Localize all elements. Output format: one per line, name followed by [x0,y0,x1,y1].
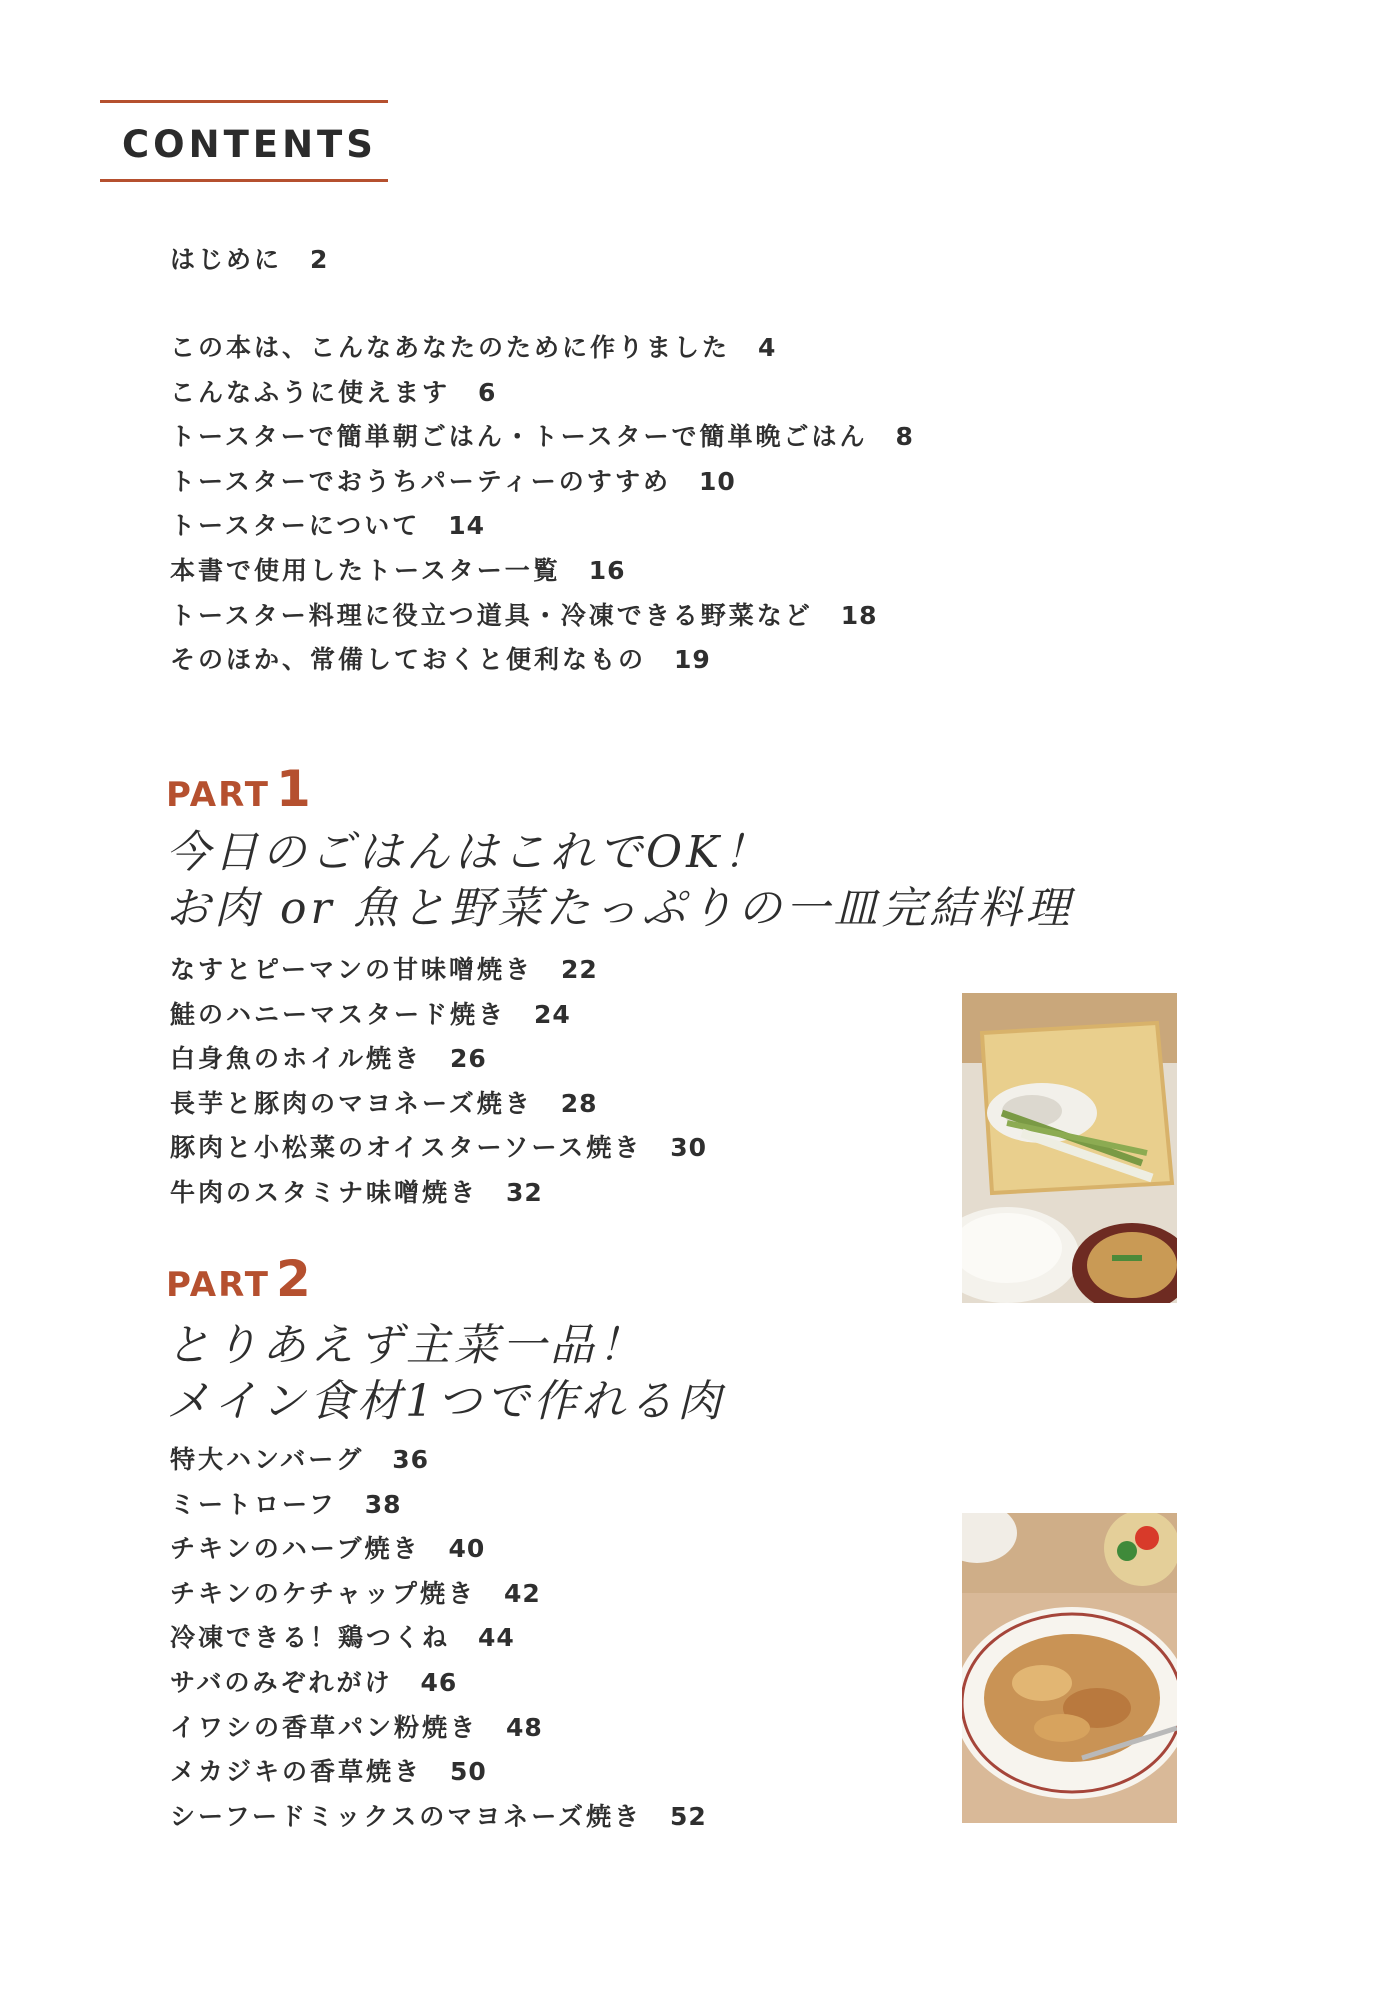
toc-front-item-2 [170,371,914,416]
toc-entry-title: 豚肉と小松菜のオイスターソース焼き [170,1133,643,1163]
toc-part-1-item-4 [170,1082,707,1127]
toc-entry-page: 38 [364,1489,402,1519]
toc-entry-page: 28 [560,1088,598,1118]
toc-entry-page: 19 [674,645,711,675]
toc-entry-title: トースターについて [170,511,421,541]
toc-entry-title: イワシの香草パン粉焼き [170,1712,479,1742]
part-1-subtitle-line-1: 今日のごはんはこれでOK！ [166,827,771,878]
toc-front-item-8 [170,638,914,683]
toc-entry-page: 2 [310,245,329,274]
toc-entry-title: トースターでおうちパーティーのすすめ [170,466,672,496]
toc-entry-title: サバのみぞれがけ [170,1667,393,1697]
toc-entry-page: 40 [448,1534,486,1564]
toc-intro-item-1 [170,238,328,283]
toc-entry-page: 50 [450,1757,487,1787]
toc-entry-title: 白身魚のホイル焼き [170,1044,423,1074]
toc-entry-page: 26 [450,1044,487,1074]
toc-part-2-item-7 [170,1706,707,1751]
toc-front-item-3 [170,415,914,460]
chicken-dish-photo [962,1513,1177,1823]
toc-entry-page: 8 [895,422,914,452]
part-2-subtitle [166,1318,725,1430]
part-2-subtitle-line-1: とりあえず主菜一品！ [166,1320,646,1371]
toc-entry-page: 18 [840,600,878,630]
toc-entry-page: 24 [534,999,571,1029]
part-2-subtitle-line-2: メイン食材1つで作れる肉 [166,1376,726,1427]
toc-entry-title: チキンのケチャップ焼き [170,1578,477,1608]
toc-entry-title: メカジキの香草焼き [170,1757,423,1787]
toc-entry-title: シーフードミックスのマヨネーズ焼き [170,1801,643,1831]
toc-entry-page: 6 [478,377,497,407]
toc-entry-page: 52 [670,1801,707,1831]
toc-entry-title: 長芋と豚肉のマヨネーズ焼き [170,1088,533,1118]
contents-heading-box [100,100,388,182]
part-2-label [166,1250,311,1308]
toc-part-1-item-5 [170,1126,707,1171]
toc-entry-title: 牛肉のスタミナ味噌焼き [170,1177,479,1207]
toc-entry-title: トースター料理に役立つ道具・冷凍できる野菜など [170,600,813,630]
toc-entry-page: 4 [758,333,777,362]
contents-title: CONTENTS [122,123,377,166]
part-2-word: PART [166,1265,270,1305]
toc-part-2-item-6 [170,1661,707,1706]
toc-part-1-item-6 [170,1171,707,1216]
toc-entry-title: なすとピーマンの甘味噌焼き [170,955,534,984]
toc-part-2-list [170,1438,707,1839]
toc-part-2-item-3 [170,1527,707,1572]
part-1-word: PART [166,775,270,815]
toc-entry-title: 冷凍できる！鶏つくね [170,1623,451,1653]
toc-front-item-1 [170,326,914,371]
toc-entry-title: チキンのハーブ焼き [170,1534,421,1564]
toc-part-2-item-8 [170,1750,707,1795]
toc-part-2-item-2 [170,1483,707,1528]
toc-part-2-item-5 [170,1616,707,1661]
toc-entry-page: 14 [448,511,486,541]
toc-entry-title: この本は、こんなあなたのために作りました [170,333,731,362]
toc-entry-page: 42 [504,1578,541,1608]
toc-entry-title: はじめに [170,245,283,274]
toc-front-item-5 [170,504,914,549]
toc-entry-page: 46 [420,1667,458,1697]
toc-entry-page: 22 [561,955,598,984]
toc-entry-title: そのほか、常備しておくと便利なもの [170,645,647,675]
toc-entry-page: 10 [699,466,736,496]
toc-part-1-item-1 [170,948,707,993]
toc-part-2-item-9 [170,1795,707,1840]
toc-front-list [170,326,914,683]
part-1-number: 1 [275,760,311,818]
toc-part-1-item-3 [170,1037,707,1082]
toc-entry-title: 特大ハンバーグ [170,1445,365,1474]
toc-entry-title: 本書で使用したトースター一覧 [170,555,561,585]
toc-front-item-4 [170,460,914,505]
toc-front-item-6 [170,549,914,594]
toc-part-1-item-2 [170,993,707,1038]
toc-entry-page: 44 [478,1623,515,1653]
part-1-label [166,760,311,818]
toc-entry-page: 48 [506,1712,543,1742]
toc-part-1-list [170,948,707,1216]
toc-entry-page: 16 [588,555,626,585]
toc-intro-list [170,238,328,283]
fish-dish-photo [962,993,1177,1303]
toc-entry-title: トースターで簡単朝ごはん・トースターで簡単晩ごはん [170,422,868,452]
part-1-subtitle-line-2: お肉 or 魚と野菜たっぷりの一皿完結料理 [166,883,1074,934]
toc-entry-title: 鮭のハニーマスタード焼き [170,999,507,1029]
toc-part-2-item-1 [170,1438,707,1483]
part-2-number: 2 [275,1250,311,1308]
toc-entry-page: 36 [392,1445,430,1474]
toc-entry-title: こんなふうに使えます [170,377,451,407]
toc-entry-title: ミートローフ [170,1489,337,1519]
toc-entry-page: 30 [670,1133,708,1163]
toc-front-item-7 [170,594,914,639]
part-1-subtitle [166,825,1074,937]
toc-entry-page: 32 [506,1177,543,1207]
toc-part-2-item-4 [170,1572,707,1617]
